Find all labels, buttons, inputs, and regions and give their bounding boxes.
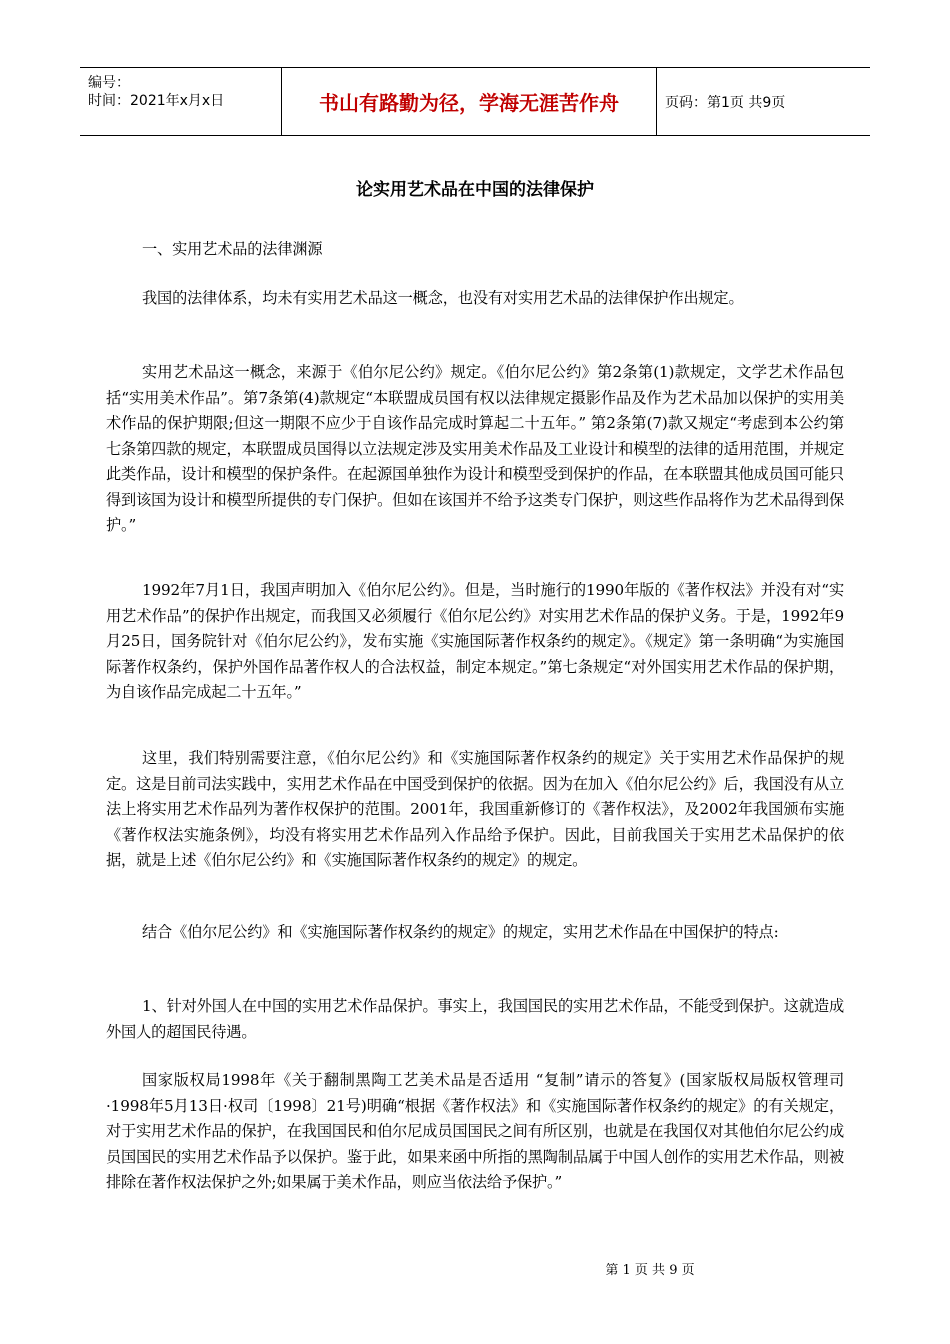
paragraph: 实用艺术品这一概念，来源于《伯尔尼公约》规定。《伯尔尼公约》第2条第(1)款规定，文学艺术作品包括“实用美术作品”。第7条第(4)款规定“本联盟成员国有权以法律规定摄影作品及作为艺术品加以保护的实用美术作品的保护期限;但这一期限不应少于自该作品完成时算起二十五年。” 第2条第(7)款又规定“考虑到本公约第七条第四款的规定，本联盟成员国得以立法规定涉及实用美术作品及工业设计和模型的法律的适用范围，并规定此类作品，设计和模型的保护条件。在起源国单独作为设计和模型受到保护的作品，在本联盟其他成员国可能只得到该国为设计和模型所提供的专门保护。但如在该国并不给予这类专门保护，则这些作品将作为艺术品得到保护。” [106, 363, 844, 534]
paragraph: 结合《伯尔尼公约》和《实施国际著作权条约的规定》的规定，实用艺术作品在中国保护的特点: [142, 923, 779, 941]
document-title: 论实用艺术品在中国的法律保护 [356, 180, 594, 200]
header-meta [80, 68, 282, 135]
document-header [80, 67, 870, 136]
header-page-info: 页码：第1页 共9页 [665, 94, 786, 111]
paragraph: 1992年7月1日，我国声明加入《伯尔尼公约》。但是，当时施行的1990年版的《著作权法》并没有对“实用艺术作品”的保护作出规定，而我国又必须履行《伯尔尼公约》对实用艺术作品的保护义务。于是，1992年9月25日，国务院针对《伯尔尼公约》，发布实施《实施国际著作权条约的规定》。《规定》第一条明确“为实施国际著作权条约，保护外国作品著作权人的合法权益，制定本规定。”第七条规定“对外国实用艺术作品的保护期，为自该作品完成起二十五年。” [106, 581, 844, 701]
page-footer: 第 1 页 共 9 页 [605, 1263, 695, 1278]
paragraph: 我国的法律体系，均未有实用艺术品这一概念，也没有对实用艺术品的法律保护作出规定。 [142, 289, 744, 307]
header-motto: 书山有路勤为径，学海无涯苦作舟 [282, 68, 657, 135]
section-heading: 一、实用艺术品的法律渊源 [142, 240, 323, 258]
header-number-label: 编号： [88, 75, 130, 91]
paragraph: 这里，我们特别需要注意，《伯尔尼公约》和《实施国际著作权条约的规定》关于实用艺术作品保护的规定。这是目前司法实践中，实用艺术作品在中国受到保护的依据。因为在加入《伯尔尼公约》后，我国没有从立法上将实用艺术作品列为著作权保护的范围。2001年，我国重新修订的《著作权法》，及2002年我国颁布实施《著作权法实施条例》，均没有将实用艺术作品列入作品给予保护。因此，目前我国关于实用艺术品保护的依据，就是上述《伯尔尼公约》和《实施国际著作权条约的规定》的规定。 [106, 749, 844, 869]
header-date: 时间：2021年x月x日 [88, 93, 225, 109]
paragraph: 国家版权局1998年《关于翻制黑陶工艺美术品是否适用 “复制”请示的答复》(国家版权局版权管理司·1998年5月13日·权司〔1998〕21号)明确“根据《著作权法》和《实施国际著作权条约的规定》的有关规定，对于实用艺术作品的保护，在我国国民和伯尔尼成员国国民之间有所区别，也就是在我国仅对其他伯尔尼公约成员国国民的实用艺术作品予以保护。鉴于此，如果来函中所指的黑陶制品属于中国人创作的实用艺术作品，则被排除在著作权法保护之外;如果属于美术作品，则应当依法给予保护。” [106, 1071, 844, 1191]
paragraph: 1、针对外国人在中国的实用艺术作品保护。事实上，我国国民的实用艺术作品，不能受到保护。这就造成外国人的超国民待遇。 [106, 997, 844, 1041]
